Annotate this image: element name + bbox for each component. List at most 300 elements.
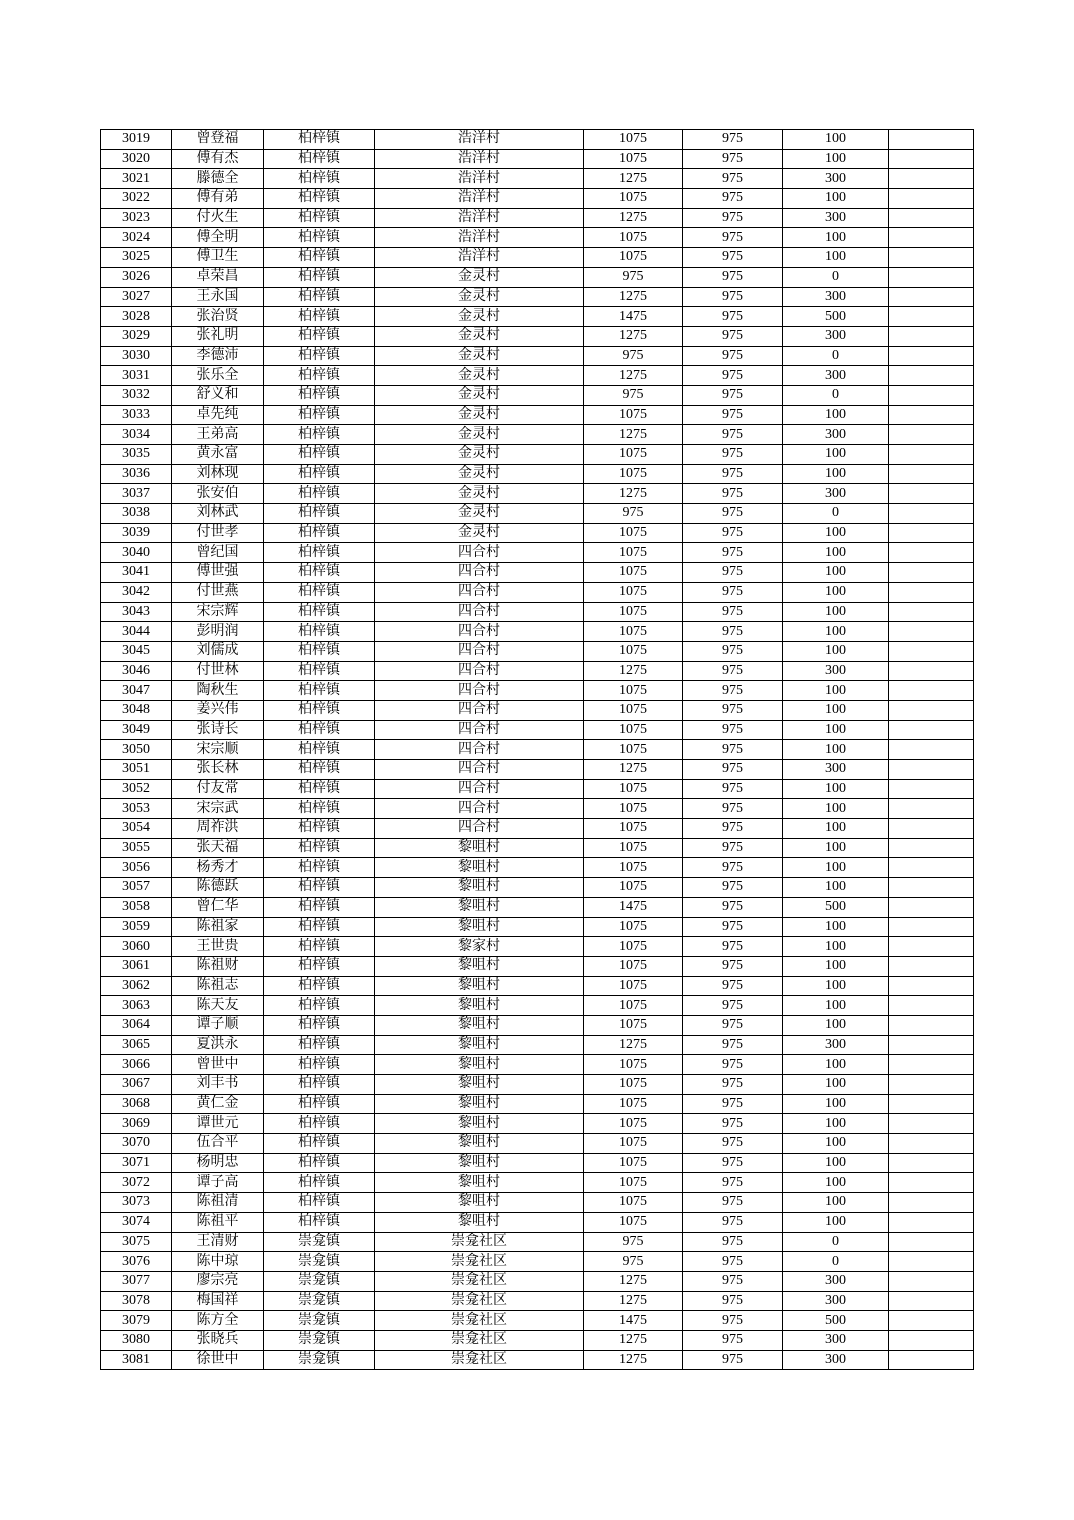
name-cell: 张乐全 [172, 366, 264, 386]
name-cell: 张治贤 [172, 307, 264, 327]
base-amount-cell: 975 [683, 1212, 783, 1232]
name-cell: 张礼明 [172, 326, 264, 346]
total-amount-cell: 1275 [584, 425, 683, 445]
village-cell: 黎咀村 [375, 878, 584, 898]
name-cell: 付火生 [172, 208, 264, 228]
row-number-cell: 3021 [101, 169, 172, 189]
town-cell: 柏梓镇 [264, 130, 375, 150]
remark-cell [889, 484, 974, 504]
town-cell: 柏梓镇 [264, 602, 375, 622]
row-number-cell: 3030 [101, 346, 172, 366]
row-number-cell: 3042 [101, 582, 172, 602]
row-number-cell: 3059 [101, 917, 172, 937]
extra-amount-cell: 100 [783, 720, 889, 740]
row-number-cell: 3033 [101, 405, 172, 425]
total-amount-cell: 1075 [584, 445, 683, 465]
village-cell: 黎咀村 [375, 956, 584, 976]
village-cell: 黎咀村 [375, 838, 584, 858]
village-cell: 崇龛社区 [375, 1350, 584, 1370]
row-number-cell: 3044 [101, 622, 172, 642]
remark-cell [889, 346, 974, 366]
total-amount-cell: 975 [584, 1252, 683, 1272]
total-amount-cell: 1075 [584, 720, 683, 740]
town-cell: 柏梓镇 [264, 346, 375, 366]
extra-amount-cell: 100 [783, 956, 889, 976]
row-number-cell: 3068 [101, 1094, 172, 1114]
remark-cell [889, 681, 974, 701]
remark-cell [889, 760, 974, 780]
total-amount-cell: 1075 [584, 1134, 683, 1154]
town-cell: 柏梓镇 [264, 622, 375, 642]
total-amount-cell: 1075 [584, 1094, 683, 1114]
name-cell: 刘丰书 [172, 1075, 264, 1095]
remark-cell [889, 1075, 974, 1095]
extra-amount-cell: 0 [783, 504, 889, 524]
village-cell: 黎咀村 [375, 1212, 584, 1232]
village-cell: 崇龛社区 [375, 1232, 584, 1252]
name-cell: 伍合平 [172, 1134, 264, 1154]
town-cell: 柏梓镇 [264, 700, 375, 720]
total-amount-cell: 1075 [584, 405, 683, 425]
table-row [101, 661, 974, 681]
row-number-cell: 3049 [101, 720, 172, 740]
base-amount-cell: 975 [683, 326, 783, 346]
base-amount-cell: 975 [683, 1055, 783, 1075]
base-amount-cell: 975 [683, 228, 783, 248]
base-amount-cell: 975 [683, 681, 783, 701]
total-amount-cell: 975 [584, 1232, 683, 1252]
town-cell: 柏梓镇 [264, 1173, 375, 1193]
remark-cell [889, 307, 974, 327]
table-row [101, 169, 974, 189]
remark-cell [889, 1232, 974, 1252]
name-cell: 宋宗顺 [172, 740, 264, 760]
name-cell: 陈天友 [172, 996, 264, 1016]
total-amount-cell: 1075 [584, 248, 683, 268]
table-row [101, 1173, 974, 1193]
name-cell: 陈德跃 [172, 878, 264, 898]
row-number-cell: 3022 [101, 189, 172, 209]
village-cell: 崇龛社区 [375, 1252, 584, 1272]
table-row [101, 799, 974, 819]
remark-cell [889, 602, 974, 622]
base-amount-cell: 975 [683, 1291, 783, 1311]
base-amount-cell: 975 [683, 838, 783, 858]
village-cell: 崇龛社区 [375, 1330, 584, 1350]
table-row [101, 326, 974, 346]
base-amount-cell: 975 [683, 641, 783, 661]
village-cell: 四合村 [375, 543, 584, 563]
village-cell: 浩洋村 [375, 169, 584, 189]
name-cell: 滕德全 [172, 169, 264, 189]
total-amount-cell: 1075 [584, 1015, 683, 1035]
remark-cell [889, 1153, 974, 1173]
village-cell: 黎咀村 [375, 1193, 584, 1213]
name-cell: 彭明润 [172, 622, 264, 642]
total-amount-cell: 1275 [584, 484, 683, 504]
row-number-cell: 3061 [101, 956, 172, 976]
row-number-cell: 3043 [101, 602, 172, 622]
village-cell: 四合村 [375, 700, 584, 720]
total-amount-cell: 1275 [584, 287, 683, 307]
remark-cell [889, 720, 974, 740]
extra-amount-cell: 300 [783, 425, 889, 445]
table-row [101, 385, 974, 405]
extra-amount-cell: 100 [783, 641, 889, 661]
remark-cell [889, 1291, 974, 1311]
total-amount-cell: 1275 [584, 1035, 683, 1055]
total-amount-cell: 1075 [584, 130, 683, 150]
name-cell: 陈中琼 [172, 1252, 264, 1272]
total-amount-cell: 1075 [584, 622, 683, 642]
extra-amount-cell: 300 [783, 287, 889, 307]
extra-amount-cell: 300 [783, 1330, 889, 1350]
row-number-cell: 3055 [101, 838, 172, 858]
base-amount-cell: 975 [683, 1193, 783, 1213]
table-row [101, 1252, 974, 1272]
extra-amount-cell: 100 [783, 681, 889, 701]
total-amount-cell: 1275 [584, 1291, 683, 1311]
name-cell: 傅卫生 [172, 248, 264, 268]
total-amount-cell: 1075 [584, 189, 683, 209]
base-amount-cell: 975 [683, 523, 783, 543]
base-amount-cell: 975 [683, 937, 783, 957]
base-amount-cell: 975 [683, 779, 783, 799]
table-row [101, 582, 974, 602]
total-amount-cell: 1075 [584, 1075, 683, 1095]
town-cell: 柏梓镇 [264, 897, 375, 917]
table-row [101, 779, 974, 799]
village-cell: 黎咀村 [375, 1055, 584, 1075]
town-cell: 崇龛镇 [264, 1330, 375, 1350]
remark-cell [889, 189, 974, 209]
extra-amount-cell: 100 [783, 1094, 889, 1114]
total-amount-cell: 975 [584, 346, 683, 366]
town-cell: 柏梓镇 [264, 425, 375, 445]
name-cell: 付友常 [172, 779, 264, 799]
extra-amount-cell: 100 [783, 976, 889, 996]
table-row [101, 1271, 974, 1291]
town-cell: 崇龛镇 [264, 1291, 375, 1311]
base-amount-cell: 975 [683, 405, 783, 425]
base-amount-cell: 975 [683, 425, 783, 445]
table-row [101, 543, 974, 563]
total-amount-cell: 1075 [584, 819, 683, 839]
remark-cell [889, 1114, 974, 1134]
name-cell: 刘林现 [172, 464, 264, 484]
extra-amount-cell: 500 [783, 897, 889, 917]
extra-amount-cell: 300 [783, 484, 889, 504]
town-cell: 柏梓镇 [264, 563, 375, 583]
remark-cell [889, 1252, 974, 1272]
town-cell: 崇龛镇 [264, 1311, 375, 1331]
town-cell: 柏梓镇 [264, 779, 375, 799]
town-cell: 柏梓镇 [264, 1114, 375, 1134]
base-amount-cell: 975 [683, 307, 783, 327]
total-amount-cell: 1075 [584, 582, 683, 602]
town-cell: 柏梓镇 [264, 189, 375, 209]
remark-cell [889, 543, 974, 563]
total-amount-cell: 975 [584, 267, 683, 287]
town-cell: 柏梓镇 [264, 484, 375, 504]
village-cell: 黎咀村 [375, 1153, 584, 1173]
town-cell: 柏梓镇 [264, 326, 375, 346]
row-number-cell: 3045 [101, 641, 172, 661]
total-amount-cell: 975 [584, 385, 683, 405]
village-cell: 黎咀村 [375, 1035, 584, 1055]
base-amount-cell: 975 [683, 189, 783, 209]
name-cell: 付世林 [172, 661, 264, 681]
row-number-cell: 3019 [101, 130, 172, 150]
remark-cell [889, 1015, 974, 1035]
village-cell: 四合村 [375, 760, 584, 780]
name-cell: 谭世元 [172, 1114, 264, 1134]
table-row [101, 1055, 974, 1075]
extra-amount-cell: 300 [783, 366, 889, 386]
name-cell: 黄仁金 [172, 1094, 264, 1114]
village-cell: 金灵村 [375, 484, 584, 504]
base-amount-cell: 975 [683, 504, 783, 524]
town-cell: 柏梓镇 [264, 504, 375, 524]
remark-cell [889, 622, 974, 642]
table-row [101, 878, 974, 898]
remark-cell [889, 130, 974, 150]
town-cell: 柏梓镇 [264, 1075, 375, 1095]
row-number-cell: 3028 [101, 307, 172, 327]
row-number-cell: 3040 [101, 543, 172, 563]
extra-amount-cell: 500 [783, 307, 889, 327]
total-amount-cell: 1075 [584, 700, 683, 720]
town-cell: 柏梓镇 [264, 248, 375, 268]
base-amount-cell: 975 [683, 346, 783, 366]
table-row [101, 858, 974, 878]
remark-cell [889, 425, 974, 445]
table-row [101, 563, 974, 583]
row-number-cell: 3069 [101, 1114, 172, 1134]
table-row [101, 248, 974, 268]
table-row [101, 760, 974, 780]
extra-amount-cell: 100 [783, 1075, 889, 1095]
name-cell: 曾世中 [172, 1055, 264, 1075]
remark-cell [889, 799, 974, 819]
table-row [101, 287, 974, 307]
name-cell: 廖宗亮 [172, 1271, 264, 1291]
base-amount-cell: 975 [683, 1311, 783, 1331]
row-number-cell: 3058 [101, 897, 172, 917]
base-amount-cell: 975 [683, 1252, 783, 1272]
extra-amount-cell: 100 [783, 523, 889, 543]
table-row [101, 484, 974, 504]
remark-cell [889, 287, 974, 307]
row-number-cell: 3035 [101, 445, 172, 465]
extra-amount-cell: 100 [783, 1173, 889, 1193]
table-row [101, 1350, 974, 1370]
row-number-cell: 3024 [101, 228, 172, 248]
total-amount-cell: 1075 [584, 1212, 683, 1232]
extra-amount-cell: 100 [783, 917, 889, 937]
extra-amount-cell: 300 [783, 1350, 889, 1370]
village-cell: 金灵村 [375, 504, 584, 524]
village-cell: 四合村 [375, 720, 584, 740]
name-cell: 傅有弟 [172, 189, 264, 209]
remark-cell [889, 582, 974, 602]
extra-amount-cell: 100 [783, 1055, 889, 1075]
table-row [101, 445, 974, 465]
base-amount-cell: 975 [683, 366, 783, 386]
base-amount-cell: 975 [683, 1350, 783, 1370]
table-row [101, 622, 974, 642]
name-cell: 王永国 [172, 287, 264, 307]
name-cell: 傅世强 [172, 563, 264, 583]
town-cell: 柏梓镇 [264, 1193, 375, 1213]
town-cell: 柏梓镇 [264, 976, 375, 996]
total-amount-cell: 1075 [584, 917, 683, 937]
total-amount-cell: 1275 [584, 760, 683, 780]
base-amount-cell: 975 [683, 819, 783, 839]
extra-amount-cell: 300 [783, 1035, 889, 1055]
total-amount-cell: 975 [584, 504, 683, 524]
name-cell: 曾登福 [172, 130, 264, 150]
base-amount-cell: 975 [683, 208, 783, 228]
extra-amount-cell: 100 [783, 1015, 889, 1035]
total-amount-cell: 1275 [584, 326, 683, 346]
village-cell: 四合村 [375, 799, 584, 819]
table-row [101, 1075, 974, 1095]
town-cell: 柏梓镇 [264, 720, 375, 740]
table-row [101, 1153, 974, 1173]
row-number-cell: 3077 [101, 1271, 172, 1291]
base-amount-cell: 975 [683, 1134, 783, 1154]
village-cell: 四合村 [375, 661, 584, 681]
base-amount-cell: 975 [683, 1173, 783, 1193]
village-cell: 四合村 [375, 602, 584, 622]
town-cell: 柏梓镇 [264, 307, 375, 327]
table-row [101, 425, 974, 445]
total-amount-cell: 1075 [584, 602, 683, 622]
remark-cell [889, 1055, 974, 1075]
town-cell: 柏梓镇 [264, 1015, 375, 1035]
total-amount-cell: 1275 [584, 208, 683, 228]
total-amount-cell: 1075 [584, 1153, 683, 1173]
name-cell: 陈祖清 [172, 1193, 264, 1213]
name-cell: 王清财 [172, 1232, 264, 1252]
base-amount-cell: 975 [683, 1094, 783, 1114]
base-amount-cell: 975 [683, 582, 783, 602]
extra-amount-cell: 100 [783, 189, 889, 209]
extra-amount-cell: 100 [783, 622, 889, 642]
town-cell: 崇龛镇 [264, 1271, 375, 1291]
base-amount-cell: 975 [683, 267, 783, 287]
table-row [101, 681, 974, 701]
extra-amount-cell: 0 [783, 267, 889, 287]
town-cell: 柏梓镇 [264, 1055, 375, 1075]
table-row [101, 1015, 974, 1035]
village-cell: 黎咀村 [375, 1075, 584, 1095]
total-amount-cell: 1075 [584, 523, 683, 543]
town-cell: 柏梓镇 [264, 996, 375, 1016]
base-amount-cell: 975 [683, 720, 783, 740]
extra-amount-cell: 100 [783, 838, 889, 858]
total-amount-cell: 1075 [584, 681, 683, 701]
remark-cell [889, 1271, 974, 1291]
town-cell: 柏梓镇 [264, 917, 375, 937]
remark-cell [889, 405, 974, 425]
village-cell: 金灵村 [375, 385, 584, 405]
remark-cell [889, 1350, 974, 1370]
remark-cell [889, 149, 974, 169]
table-row [101, 464, 974, 484]
row-number-cell: 3079 [101, 1311, 172, 1331]
row-number-cell: 3048 [101, 700, 172, 720]
row-number-cell: 3041 [101, 563, 172, 583]
table-row [101, 602, 974, 622]
total-amount-cell: 1075 [584, 740, 683, 760]
base-amount-cell: 975 [683, 130, 783, 150]
row-number-cell: 3054 [101, 819, 172, 839]
row-number-cell: 3060 [101, 937, 172, 957]
village-cell: 四合村 [375, 563, 584, 583]
extra-amount-cell: 300 [783, 326, 889, 346]
remark-cell [889, 779, 974, 799]
base-amount-cell: 975 [683, 543, 783, 563]
extra-amount-cell: 100 [783, 1114, 889, 1134]
row-number-cell: 3066 [101, 1055, 172, 1075]
remark-cell [889, 228, 974, 248]
remark-cell [889, 661, 974, 681]
name-cell: 刘儒成 [172, 641, 264, 661]
table-row [101, 996, 974, 1016]
extra-amount-cell: 100 [783, 1193, 889, 1213]
row-number-cell: 3046 [101, 661, 172, 681]
row-number-cell: 3063 [101, 996, 172, 1016]
total-amount-cell: 1275 [584, 366, 683, 386]
table-row [101, 838, 974, 858]
extra-amount-cell: 100 [783, 563, 889, 583]
row-number-cell: 3067 [101, 1075, 172, 1095]
remark-cell [889, 1193, 974, 1213]
extra-amount-cell: 300 [783, 169, 889, 189]
table-row [101, 1232, 974, 1252]
village-cell: 崇龛社区 [375, 1291, 584, 1311]
table-row [101, 740, 974, 760]
remark-cell [889, 464, 974, 484]
table-row [101, 976, 974, 996]
name-cell: 舒义和 [172, 385, 264, 405]
base-amount-cell: 975 [683, 760, 783, 780]
table-row [101, 819, 974, 839]
row-number-cell: 3050 [101, 740, 172, 760]
row-number-cell: 3073 [101, 1193, 172, 1213]
remark-cell [889, 1173, 974, 1193]
village-cell: 黎咀村 [375, 1134, 584, 1154]
town-cell: 柏梓镇 [264, 208, 375, 228]
row-number-cell: 3037 [101, 484, 172, 504]
total-amount-cell: 1075 [584, 228, 683, 248]
table-row [101, 1212, 974, 1232]
base-amount-cell: 975 [683, 287, 783, 307]
table-row [101, 897, 974, 917]
base-amount-cell: 975 [683, 484, 783, 504]
table-row [101, 366, 974, 386]
extra-amount-cell: 0 [783, 1232, 889, 1252]
name-cell: 黄永富 [172, 445, 264, 465]
name-cell: 徐世中 [172, 1350, 264, 1370]
town-cell: 柏梓镇 [264, 1035, 375, 1055]
village-cell: 黎咀村 [375, 996, 584, 1016]
table-row [101, 1311, 974, 1331]
extra-amount-cell: 100 [783, 445, 889, 465]
name-cell: 李德沛 [172, 346, 264, 366]
